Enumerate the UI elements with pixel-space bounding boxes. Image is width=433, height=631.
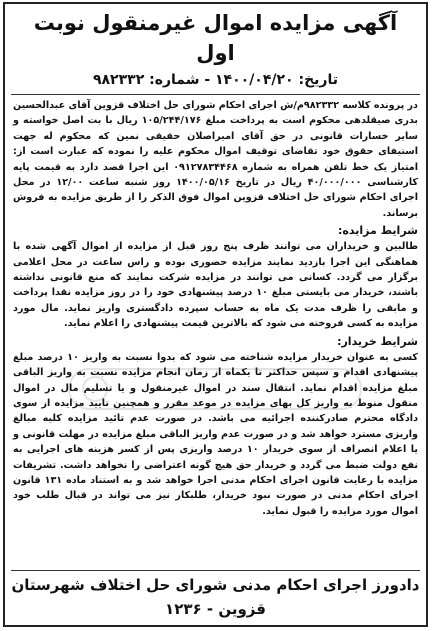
- buyer-conditions-paragraph: کسی به عنوان خریدار مزایده شناخته می شود که بدوا نسبت به واریز ۱۰ درصد مبلغ پیشنهادی اقدام و سپس حداکثر تا یکماه از زمان انجام مزایده نسبت به واریز الباقی مبلغ مزایده اقدام نماید. انتقال سند در اموال غیرمنقول و یا تسلیم مال در اموال منقول منوط به واریز کل بهای مزایده در موعد مقرر و همچنین تایید مزایده از سوی دادگاه محترم صادرکننده اجرائیه می باشد. در صورت عدم تائید مزایده کلیه مبالغ واریزی مسترد خواهد شد و در صورت عدم واریز الباقی مبلغ مزایده در مهلت قانونی و یا اعلام انصراف از سوی خریدار ۱۰ درصد واریزی پس از کسر هزینه های اجرایی به نفع دولت ضبط می گردد و خریدار حق هیچ گونه اعتراضی را نخواهد داشت. تشریفات مزایده با رعایت قانون اجرای احکام مدنی اجرا خواهد شد و به استناد ماده ۱۳۱ قانون اجرای احکام مدنی در صورت نبود خریدار، طلبکار نیز می تواند در قبال طلب خود اموال مورد مزایده را قبول نماید.: [13, 351, 418, 517]
- notice-title: آگهی مزایده اموال غیرمنقول نوبت اول: [33, 11, 398, 65]
- buyer-conditions-heading: شرایط خریدار:: [337, 334, 418, 348]
- notice-body: [5, 95, 426, 519]
- auction-conditions-heading: شرایط مزایده:: [338, 224, 418, 238]
- intro-paragraph: در پرونده کلاسه ۹۸۲۳۳۲م/ش اجرای احکام شورای حل اختلاف قزوین آقای عبدالحسین بدری صیقلدهی محکوم است به پرداخت مبلغ ۱۰۵/۲۴۴/۱۷۶ ریال با بت اصل خواسته و سایر خسارات قانونی در حق آقای امیراصلان حقیقی نمین که محکوم له جهت استیفای حقوق خود تقاضای توقیف اموال محکوم علیه را نموده که عبارت است از: امتیاز یک خط تلفن همراه به شماره ۰۹۱۲۷۸۳۴۴۶۸ این اجرا قصد دارد به قیمت پایه کارشناسی ۴۰/۰۰۰/۰۰۰ ریال در تاریخ ۱۴۰۰/۰۵/۱۶ روز شنبه ساعت ۱۲/۰۰ در محل اجرای احکام شورای حل اختلاف قزوین اموال فوق الذکر را از طریق مزایده به فروش برساند.: [13, 100, 419, 219]
- auction-conditions-paragraph: طالبین و خریداران می توانند ظرف پنج روز قبل از مزایده از اموال آگهی شده با هماهنگی این اجرا بازدید نمایند مزایده حضوری بوده و راس ساعت در محل اعلامی برگزار می گردد. کسانی می توانند در مزایده شرکت نمایند که منع قانونی نداشته باشند، خریدار می بایستی مبلغ ۱۰ درصد پیشنهادی خود را در روز مزایده نقدا پرداخت و مابقی را ظرف مدت یک ماه به حساب سپرده دادگستری واریز نماید. مال مورد مزایده به کسی فروخته می شود که بالاترین قیمت پیشنهادی را اعلام نماید.: [13, 241, 418, 330]
- date-and-number: تاریخ: ۱۴۰۰/۰۴/۲۰ - شماره: ۹۸۲۳۳۲: [92, 72, 339, 88]
- signature-line: دادورز اجرای احکام مدنی شورای حل اختلاف شهرستان قزوین - ۱۲۳۶: [11, 570, 420, 621]
- notice-sheet: [3, 2, 428, 627]
